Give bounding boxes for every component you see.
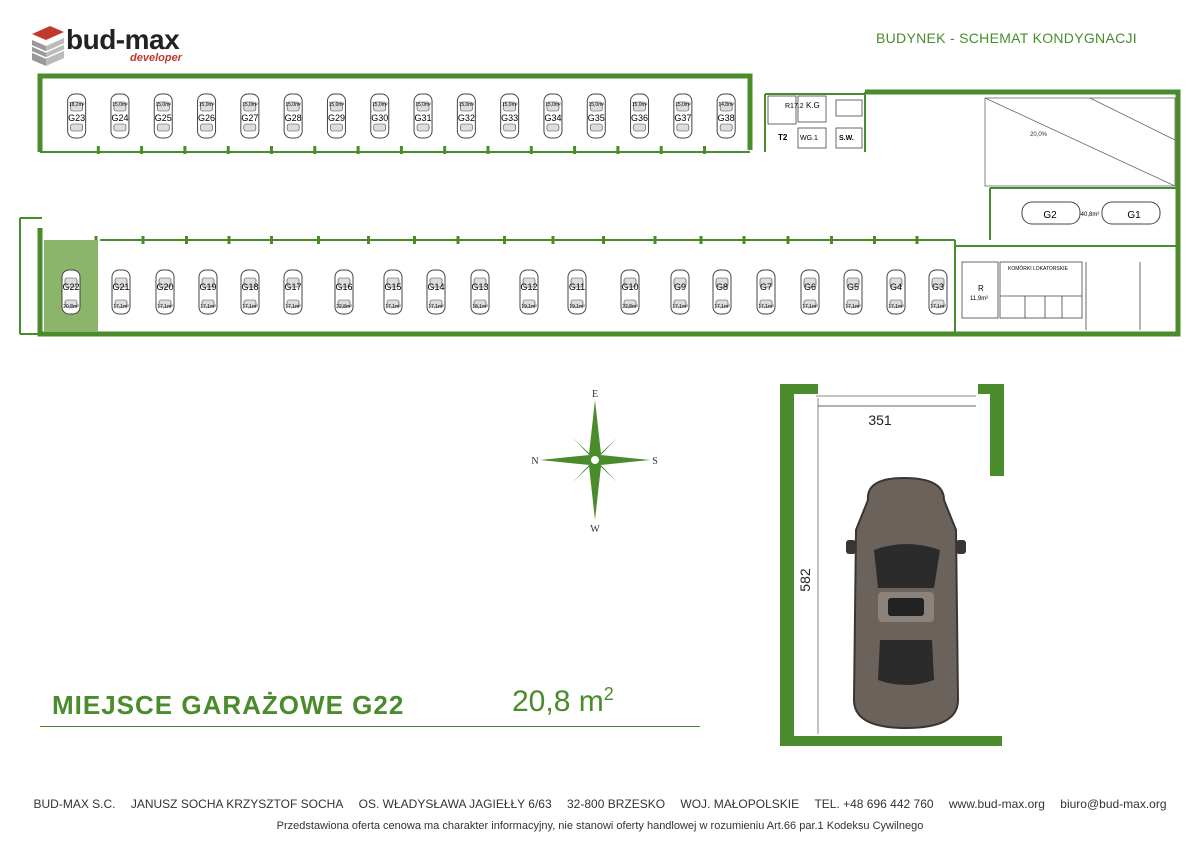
space-area: 15,0m² bbox=[112, 102, 128, 108]
compass bbox=[531, 389, 657, 535]
room-kg: K.G bbox=[806, 101, 820, 110]
page-title: BUDYNEK - SCHEMAT KONDYGNACJI bbox=[876, 30, 1137, 46]
space-id: G26 bbox=[198, 113, 216, 123]
parking-space-g3[interactable] bbox=[929, 270, 947, 314]
room-sw: S.W. bbox=[839, 135, 854, 142]
parking-space-g27[interactable] bbox=[241, 94, 259, 138]
parking-space-g7[interactable] bbox=[757, 270, 775, 314]
space-id: G21 bbox=[112, 282, 130, 292]
space-area: 17,1m² bbox=[802, 304, 818, 310]
space-area: 15,0m² bbox=[415, 102, 431, 108]
space-area: 15,0m² bbox=[588, 102, 605, 108]
space-id: G8 bbox=[715, 282, 729, 292]
space-id: G36 bbox=[631, 113, 649, 123]
room-wg: WG.1 bbox=[800, 135, 818, 142]
space-id: G38 bbox=[717, 113, 735, 123]
compass-north: N bbox=[531, 456, 539, 467]
space-id: G5 bbox=[846, 282, 860, 292]
footer-address: OS. WŁADYSŁAWA JAGIEŁŁY 6/63 bbox=[358, 797, 552, 811]
space-area: 19,1m² bbox=[569, 304, 585, 310]
parking-space-g28[interactable] bbox=[284, 94, 302, 138]
parking-space-g16[interactable] bbox=[335, 270, 353, 314]
space-id: G37 bbox=[674, 113, 692, 123]
footer-phone: TEL. +48 696 442 760 bbox=[814, 797, 934, 811]
parking-space-g8[interactable] bbox=[713, 270, 731, 314]
caption-area bbox=[512, 684, 614, 719]
caption-title: MIEJSCE GARAŻOWE G22 bbox=[52, 690, 405, 720]
footer-city: 32-800 BRZESKO bbox=[567, 797, 666, 811]
space-area: 17,1m² bbox=[758, 304, 774, 310]
space-area: 14,8m² bbox=[718, 102, 734, 108]
room-r-area: 11,9m² bbox=[970, 296, 989, 302]
parking-space-g10[interactable] bbox=[621, 270, 639, 314]
footer-region: WOJ. MAŁOPOLSKIE bbox=[680, 797, 800, 811]
space-area: 17,1m² bbox=[285, 304, 301, 310]
parking-space-g4[interactable] bbox=[887, 270, 905, 314]
parking-space-g6[interactable] bbox=[801, 270, 819, 314]
space-id: G10 bbox=[621, 282, 639, 292]
space-id: G3 bbox=[931, 282, 945, 292]
space-area: 18,1m² bbox=[472, 304, 488, 310]
space-id: G29 bbox=[327, 113, 345, 123]
space-area: 17,1m² bbox=[113, 304, 129, 310]
car-icon bbox=[846, 478, 966, 728]
parking-space-g22[interactable] bbox=[62, 270, 80, 314]
logo-subtitle: developer bbox=[130, 52, 182, 64]
space-area: 15,0m² bbox=[501, 102, 518, 108]
space-area: 15,0m² bbox=[458, 102, 475, 108]
storage-label: KOMÓRKI LOKATORSKIE bbox=[1008, 266, 1068, 272]
space-id: G4 bbox=[889, 282, 903, 292]
space-area: 17,1m² bbox=[200, 304, 216, 310]
parking-space-g37[interactable] bbox=[674, 94, 692, 138]
space-area: 17,1m² bbox=[242, 304, 258, 310]
parking-space-g12[interactable] bbox=[520, 270, 538, 314]
space-id: G18 bbox=[241, 282, 259, 292]
room-t2: T2 bbox=[778, 133, 788, 142]
space-area: 17,1m² bbox=[930, 304, 946, 310]
logo-name: bud-max bbox=[66, 24, 180, 55]
parking-space-g15[interactable] bbox=[384, 270, 402, 314]
space-area: 17,1m² bbox=[385, 304, 401, 310]
space-id: G35 bbox=[587, 113, 605, 123]
space-id: G28 bbox=[284, 113, 302, 123]
space-id: G13 bbox=[471, 282, 489, 292]
footer-email-link[interactable]: biuro@bud-max.org bbox=[1060, 797, 1167, 811]
parking-space-g14[interactable] bbox=[427, 270, 445, 314]
space-id: G12 bbox=[520, 282, 538, 292]
space-id: G34 bbox=[544, 113, 562, 123]
compass-east: E bbox=[591, 389, 599, 400]
space-id: G7 bbox=[759, 282, 773, 292]
footer-web-link[interactable]: www.bud-max.org bbox=[948, 797, 1045, 811]
parking-space-g18[interactable] bbox=[241, 270, 259, 314]
space-id: G9 bbox=[673, 282, 687, 292]
space-detail bbox=[780, 384, 1004, 746]
space-id: G31 bbox=[414, 113, 432, 123]
space-area: 15,0m² bbox=[328, 102, 345, 108]
parking-space-g11[interactable] bbox=[568, 270, 586, 314]
caption-area-value: 20,8 m bbox=[512, 685, 604, 718]
space-id: G19 bbox=[199, 282, 217, 292]
space-area: 22,8m² bbox=[336, 304, 352, 310]
space-area: 15,0m² bbox=[675, 102, 691, 108]
space-area: 17,1m² bbox=[672, 304, 688, 310]
garage-area-g1-g2: 40,8m² bbox=[1080, 212, 1100, 218]
parking-space-g31[interactable] bbox=[414, 94, 432, 138]
compass-south: S bbox=[652, 456, 658, 467]
parking-space-g30[interactable] bbox=[371, 94, 389, 138]
space-area: 15,0m² bbox=[545, 102, 561, 108]
space-id: G20 bbox=[156, 282, 174, 292]
parking-space-g20[interactable] bbox=[156, 270, 174, 314]
parking-space-g9[interactable] bbox=[671, 270, 689, 314]
space-id: G6 bbox=[803, 282, 817, 292]
space-area: 19,1m² bbox=[521, 304, 537, 310]
space-id: G16 bbox=[335, 282, 353, 292]
space-area: 15,0m² bbox=[155, 102, 172, 108]
garage-label-g1: G1 bbox=[1127, 210, 1141, 221]
caption-area-unit-power: 2 bbox=[603, 684, 614, 704]
space-id: G22 bbox=[62, 282, 80, 292]
space-id: G27 bbox=[241, 113, 259, 123]
space-area: 17,1m² bbox=[845, 304, 861, 310]
parking-space-g13[interactable] bbox=[471, 270, 489, 314]
room-r: R bbox=[978, 284, 984, 293]
space-area: 15,0m² bbox=[198, 102, 215, 108]
parking-space-g19[interactable] bbox=[199, 270, 217, 314]
parking-space-g35[interactable] bbox=[587, 94, 605, 138]
space-width: 351 bbox=[868, 412, 892, 428]
garage-label-g2: G2 bbox=[1043, 210, 1057, 221]
space-id: G32 bbox=[457, 113, 475, 123]
space-area: 15,0m² bbox=[371, 102, 388, 108]
parking-space-g29[interactable] bbox=[327, 94, 345, 138]
space-area: 15,0m² bbox=[285, 102, 301, 108]
space-area: 15,0m² bbox=[242, 102, 258, 108]
space-area: 17,1m² bbox=[714, 304, 730, 310]
parking-space-g32[interactable] bbox=[457, 94, 475, 138]
disclaimer: Przedstawiona oferta cenowa ma charakter informacyjny, nie stanowi oferty handlowej w rozumieniu Art.66 par.1 Kodeksu Cywilnego bbox=[276, 820, 924, 832]
footer bbox=[0, 797, 1200, 811]
space-id: G23 bbox=[68, 113, 86, 123]
space-id: G30 bbox=[371, 113, 389, 123]
parking-space-g26[interactable] bbox=[198, 94, 216, 138]
space-area: 17,1m² bbox=[888, 304, 904, 310]
parking-space-g33[interactable] bbox=[501, 94, 519, 138]
room-r17: R17.2 bbox=[785, 103, 804, 110]
parking-space-g34[interactable] bbox=[544, 94, 562, 138]
space-area: 17,1m² bbox=[157, 304, 173, 310]
space-area: 22,8m² bbox=[622, 304, 638, 310]
caption-divider bbox=[40, 726, 700, 727]
footer-company: BUD-MAX S.C. bbox=[33, 797, 116, 811]
parking-space-g25[interactable] bbox=[154, 94, 172, 138]
space-area: 17,1m² bbox=[428, 304, 444, 310]
parking-space-g24[interactable] bbox=[111, 94, 129, 138]
space-area: 18,2m² bbox=[68, 102, 85, 108]
space-id: G17 bbox=[284, 282, 302, 292]
space-id: G14 bbox=[427, 282, 445, 292]
space-id: G25 bbox=[154, 113, 172, 123]
parking-space-g38[interactable] bbox=[717, 94, 735, 138]
space-id: G11 bbox=[568, 282, 586, 292]
space-area: 15,0m² bbox=[631, 102, 648, 108]
footer-owners: JANUSZ SOCHA KRZYSZTOF SOCHA bbox=[130, 797, 344, 811]
compass-west: W bbox=[590, 524, 600, 535]
parking-space-g36[interactable] bbox=[631, 94, 649, 138]
parking-space-g5[interactable] bbox=[844, 270, 862, 314]
space-id: G24 bbox=[111, 113, 129, 123]
parking-space-g23[interactable] bbox=[68, 94, 86, 138]
parking-space-g17[interactable] bbox=[284, 270, 302, 314]
space-area: 20,8m² bbox=[63, 304, 79, 310]
space-id: G33 bbox=[501, 113, 519, 123]
space-length: 582 bbox=[797, 568, 813, 592]
space-id: G15 bbox=[384, 282, 402, 292]
parking-space-g21[interactable] bbox=[112, 270, 130, 314]
ramp-slope: 20,0% bbox=[1030, 132, 1048, 138]
